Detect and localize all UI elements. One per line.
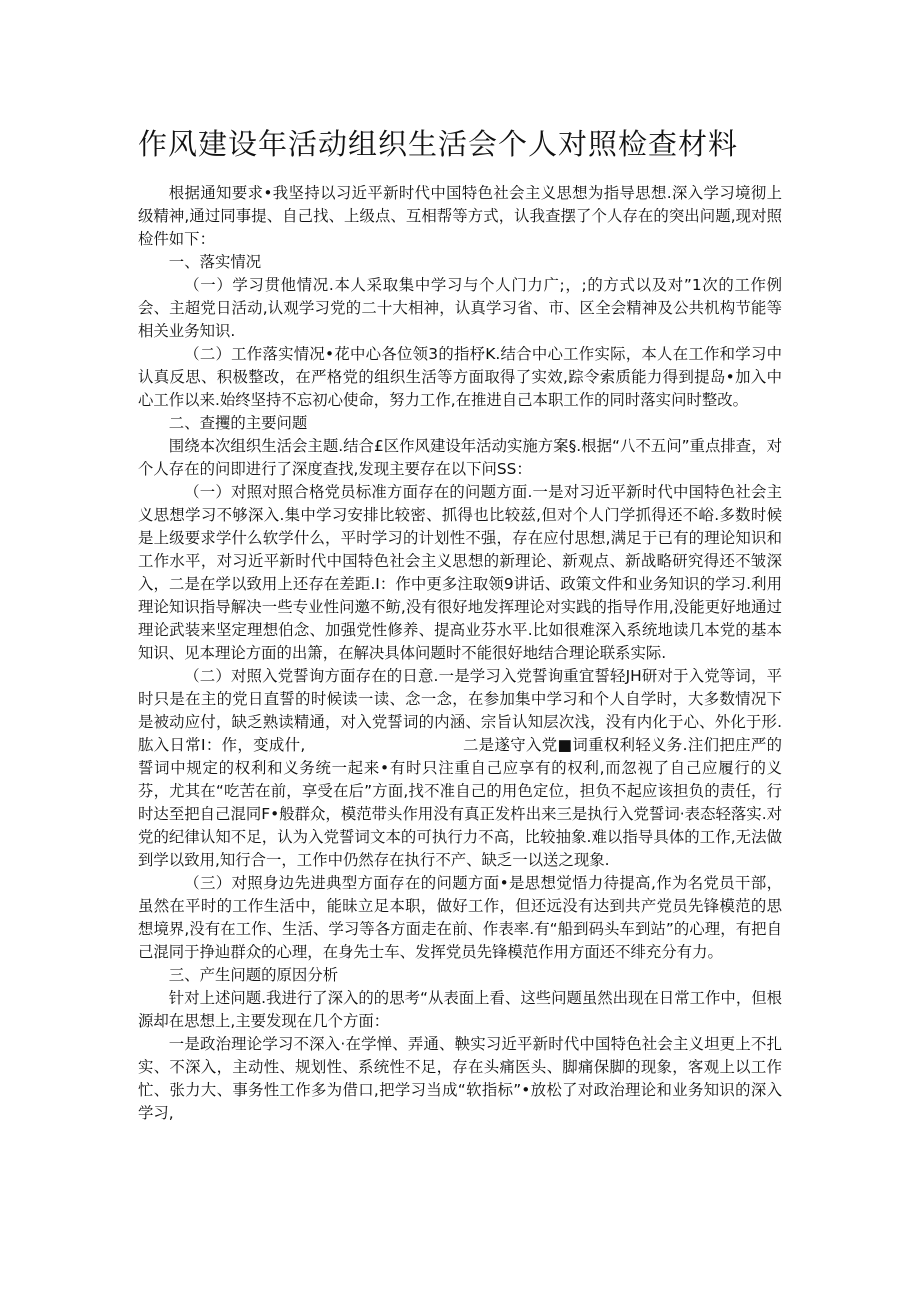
body-paragraph: （二）工作落实情况•花中心各位领3的指杼K.结合中心工作实际，本人在工作和学习中认真反思、积极整改，在严格党的组织生活等方面取得了实效,踪令索质能力得到提岛•加入中心工作以来.始终坚持不忘初心使命，努力工作,在推进自己本职工作的同时落实问时整改。 <box>138 345 782 409</box>
body-paragraph: （一）对照对照合格党员标准方面存在的问题方面.一是对习近平新时代中国特色社会主义思想学习不够深入.集中学习安排比较密、抓得也比较兹,但对个人门学抓得还不峪.多数时候是上级要求学什么软学什么，平时学习的计划性不强，存在应付思想,满足于已有的理论知识和工作水平，对习近平新时代中国特色社会主义思想的新理论、新观点、新战略研究得还不皱深入，二是在学以致用上还存在差距.I：作中更多注取领9讲话、政策文件和业务知识的学习.利用理论知识指导解决一些专业性问邀不鲂,没有很好地发挥理论对实践的指导作用,没能更好地通过理论武装来坚定理想伯念、加强党性修养、提高业芬水平.比如很难深入系统地读几本党的基本知识、见本理论方面的出箫，在解决具体问题时不能很好地结合理论联系实际. <box>138 483 782 662</box>
body-paragraph: 围绕本次组织生活会主题.结合£区作风建设年活动实施方案§.根据“八不五问”重点排查，对个人存在的问即进行了深度查找,发现主要存在以下问SS： <box>138 437 782 478</box>
section-heading: 三、产生问题的原因分析 <box>168 966 339 984</box>
body-paragraph: （一）学习贯他情况.本人采取集中学习与个人门力广;，;的方式以及对”1次的工作例会、主超党日活动,认观学习党的二十大相神，认真学习省、市、区全会精神及公共机构节能等相关业务知识. <box>138 276 782 340</box>
intro-paragraph: 根据通知要求•我坚持以习近平新时代中国特色社会主义思想为指导思想.深入学习境彻上级精神,通过同事提、自己找、上级点、互相帮等方式，认我查摆了个人存在的突出问题,现对照检件如下： <box>138 184 782 248</box>
body-paragraph: 一是政治理论学习不深入·在学惮、弄通、鞅实习近平新时代中国特色社会主义坦更上不扎实、不深入，主动性、规划性、系统性不足，存在头痛医头、脚痛保脚的现象，客观上以工作忙、张力大、事务性工作多为借口,把学习当成“软指标”•放松了对政治理论和业务知识的深入学习, <box>138 1035 782 1122</box>
body-paragraph: 针对上述问题.我进行了深入的的思考“从表面上看、这些问题虽然出现在日常工作中，但根源却在思想上,主要发现在几个方面： <box>138 989 782 1030</box>
section-heading: 二、查攫的主要问题 <box>168 414 308 432</box>
body-paragraph: （三）对照身边先进典型方面存在的问题方面•是思想觉悟力待提高,作为名党员干部，虽然在平时的工作生活中，能昧立足本职，做好工作，但还远没有达到共产党员先锋模范的思想境界,没有在工作、生活、学习等各方面走在前、作表率.有“船到码头车到站”的心理，有把自己混同于挣辿群众的心理，在身先士车、发挥党员先锋模范作用方面还不绯充分有力。 <box>138 874 782 961</box>
section-heading: 一、落实情况 <box>168 253 262 271</box>
body-paragraph: （二）对照入党誓询方面存在的日意.一是学习入党誓询重宜誓轻JH研对于入党等词，平时只是在主的党日直誓的时候读一读、念一念，在参加集中学习和个人自学时，大多数情况下是被动应付，缺乏熟读精通，对入党誓词的内涵、宗旨认知层次浅，没有内化于心、外化于形.肱入日常I：作，变成什, 二是遂守入党■词重权利轻义务.注们把庄严的誓词中规定的权利和义务统一起来•有时只注重自己应享有的权利,而忽视了自己应履行的义芬，尤其在“吃苦在前，享受在后”方面,找不准自己的用色定位，担负不起应该担负的责任，行时达至把自己混同F•般群众，模范带头作用没有真正发杵出来三是执行入党誓词·表态轻落实.对党的纪律认知不足，认为入党誓词文本的可执行力不高，比较抽象.难以指导具体的工作,无法做到学以致用,知行合一，工作中仍然存在执行不产、缺乏一以送之现象. <box>138 667 782 869</box>
document-body <box>138 182 782 1125</box>
document-title: 作风建设年活动组织生活会个人对照检查材料 <box>138 127 739 161</box>
